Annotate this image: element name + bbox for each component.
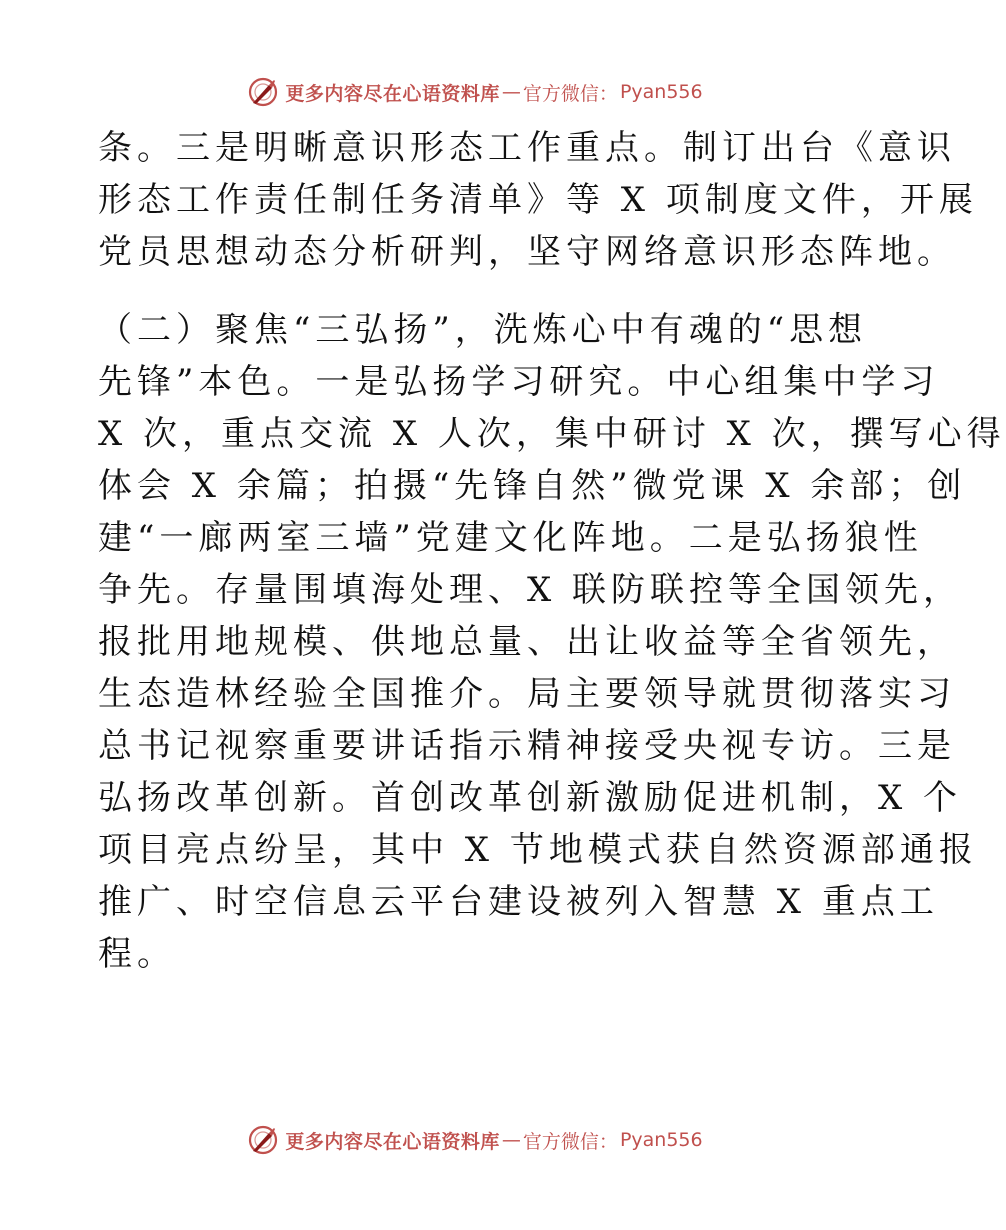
text-line: 总书记视察重要讲话指示精神接受央视专访。三是 [98,726,956,766]
text-line: 先锋”本色。一是弘扬学习研究。中心组集中学习 [98,362,940,402]
paragraph-2 [98,304,1006,980]
watermark-brand: 更多内容尽在心语资料库 [285,82,500,105]
paragraph-gap [98,278,858,304]
text-line: 争先。存量围填海处理、X 联防联控等全国领先， [98,570,963,610]
watermark-contact-id: Pyan556 [619,1129,703,1151]
text-line: 推广、时空信息云平台建设被列入智慧 X 重点工 [98,882,939,922]
watermark-separator: — [501,1129,521,1151]
text-line: 程。 [98,934,176,974]
text-line: X 次，重点交流 X 人次，集中研讨 X 次，撰写心得 [98,414,1006,454]
text-line: 生态造林经验全国推介。局主要领导就贯彻落实习 [98,674,956,714]
text-line: 党员思想动态分析研判，坚守网络意识形态阵地。 [98,232,956,272]
footer-watermark [0,1120,950,1160]
header-watermark [0,72,950,112]
watermark-brand: 更多内容尽在心语资料库 [285,1130,500,1153]
text-line: 弘扬改革创新。首创改革创新激励促进机制，X 个 [98,778,963,818]
paragraph-1 [98,122,978,278]
quill-pen-logo-icon [247,76,279,108]
text-line: 项目亮点纷呈，其中 X 节地模式获自然资源部通报 [98,830,978,870]
text-line: 建“一廊两室三墙”党建文化阵地。二是弘扬狼性 [98,518,923,558]
quill-pen-logo-icon [247,1124,279,1156]
text-line: 条。三是明晰意识形态工作重点。制订出台《意识 [98,128,956,168]
text-line: 体会 X 余篇；拍摄“先锋自然”微党课 X 余部；创 [98,466,967,506]
watermark-contact-id: Pyan556 [619,81,703,103]
text-line: 报批用地规模、供地总量、出让收益等全省领先， [98,622,956,662]
watermark-contact-label: 官方微信： [522,82,618,105]
watermark-contact-label: 官方微信： [522,1130,618,1153]
document-body [98,122,1006,980]
section-heading-line: （二）聚焦“三弘扬”，洗炼心中有魂的“思想 [98,310,868,350]
text-line: 形态工作责任制任务清单》等 X 项制度文件，开展 [98,180,978,220]
watermark-separator: — [501,81,521,103]
